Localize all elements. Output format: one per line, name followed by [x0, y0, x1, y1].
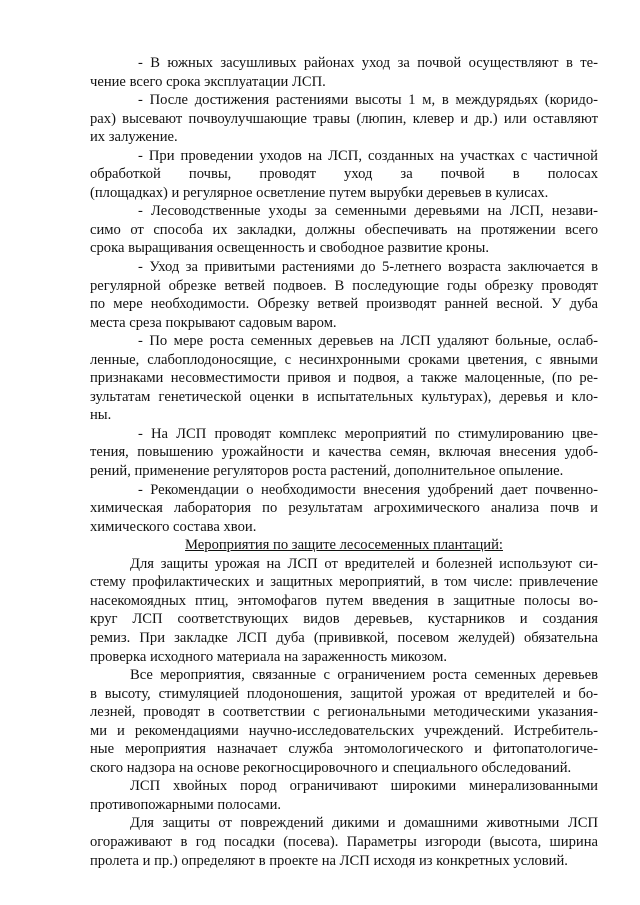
text-line: признаками несовместимости привоя и подвоя, а также малоценные, (по ре- — [90, 370, 598, 387]
document-page — [90, 54, 598, 870]
body-paragraph — [90, 555, 598, 666]
text-line: лезней, проводят в соответствии с региональными методическими указания- — [90, 704, 598, 721]
text-line: химическая лаборатория по результатам агрохимического анализа почв и — [90, 500, 598, 517]
list-paragraph — [90, 258, 598, 332]
list-paragraph — [90, 425, 598, 481]
text-line: стему профилактических и защитных мероприятий, в том числе: привлечение — [90, 574, 598, 591]
text-line: ЛСП хвойных пород ограничивают широкими минерализованными — [130, 778, 598, 795]
text-line: пролета и пр.) определяют в проекте на ЛСП исходя из конкретных условий. — [90, 852, 568, 869]
text-line: ремиз. При закладке ЛСП дуба (прививкой, посевом желудей) обязательна — [90, 629, 598, 646]
text-line: ленные, слабоплодоносящие, с несинхронными сроками цветения, с явными — [90, 351, 598, 368]
text-line: в высоту, стимуляцией плодоношения, защитой урожая от вредителей и бо- — [90, 685, 598, 702]
list-paragraph — [90, 332, 598, 425]
text-line: - После достижения растениями высоты 1 м, в междурядьях (коридо- — [138, 92, 598, 109]
text-line: тения, повышению урожайности и качества семян, включая внесения удоб- — [90, 444, 598, 461]
text-line: ского надзора на основе рекогносцировочного и специального обследований. — [90, 759, 572, 776]
text-line: проверка исходного материала на зараженность микозом. — [90, 648, 448, 665]
text-line: (площадках) и регулярное осветление путем вырубки деревьев в кулисах. — [90, 184, 549, 201]
list-paragraph — [90, 202, 598, 258]
text-line: - Рекомендации о необходимости внесения удобрений дает почвенно- — [138, 481, 598, 498]
text-line: ные мероприятия назначает служба энтомологического и фитопатологиче- — [90, 741, 598, 758]
text-line: чение всего срока эксплуатации ЛСП. — [90, 73, 326, 90]
text-line: - По мере роста семенных деревьев на ЛСП удаляют больные, ослаб- — [138, 333, 598, 350]
text-line: - На ЛСП проводят комплекс мероприятий по стимулированию цве- — [138, 425, 598, 442]
body-paragraph — [90, 777, 598, 814]
text-line: ны. — [90, 407, 112, 424]
text-line: насекомоядных птиц, энтомофагов путем введения в защитные полосы во- — [90, 592, 598, 609]
text-line: - В южных засушливых районах уход за почвой осуществляют в те- — [138, 55, 598, 71]
text-line: Для защиты урожая на ЛСП от вредителей и болезней используют си- — [130, 555, 598, 572]
body-paragraph — [90, 666, 598, 777]
text-line: химического состава хвои. — [90, 518, 257, 535]
list-paragraph — [90, 481, 598, 537]
text-line: - При проведении уходов на ЛСП, созданных на участках с частичной — [138, 147, 598, 164]
text-line: симо от способа их закладки, должны обеспечивать на протяжении всего — [90, 221, 598, 238]
text-line: обработкой почвы, проводят уход за почвой в полосах — [90, 166, 598, 183]
text-line: ми и рекомендациями научно-исследовательских учреждений. Истребитель- — [90, 722, 598, 739]
text-line: противопожарными полосами. — [90, 796, 282, 813]
text-line: Для защиты от повреждений дикими и домашними животными ЛСП — [130, 815, 598, 832]
list-paragraph — [90, 147, 598, 203]
text-line: рений, применение регуляторов роста растений, дополнительное опыление. — [90, 463, 564, 480]
text-line: Все мероприятия, связанные с ограничением роста семенных деревьев — [130, 667, 598, 684]
text-line: места среза покрывают садовым варом. — [90, 314, 337, 331]
text-line: - Лесоводственные уходы за семенными деревьями на ЛСП, незави- — [138, 203, 598, 220]
text-line: регулярной обрезке ветвей подвоев. В последующие годы обрезку проводят — [90, 277, 598, 294]
text-line: зультатам генетической оценки в испытательных культурах), деревья и кло- — [90, 388, 598, 405]
text-line: огораживают в год посадки (посева). Параметры изгороди (высота, ширина — [90, 833, 598, 850]
text-line: их залужение. — [90, 129, 178, 146]
section-heading: Мероприятия по защите лесосеменных плантаций: — [185, 537, 503, 554]
text-line: - Уход за привитыми растениями до 5-летнего возраста заключается в — [138, 259, 598, 276]
body-paragraph — [90, 814, 598, 870]
list-paragraph — [90, 54, 598, 91]
text-line: по мере необходимости. Обрезку ветвей производят ранней весной. У дуба — [90, 296, 598, 313]
list-paragraph — [90, 91, 598, 147]
text-line: срока выращивания освещенность и свободное развитие кроны. — [90, 240, 489, 257]
text-line: круг ЛСП соответствующих видов деревьев, кустарников и создания — [90, 611, 598, 628]
text-line: рах) высевают почвоулучшающие травы (люпин, клевер и др.) или оставляют — [90, 110, 598, 127]
